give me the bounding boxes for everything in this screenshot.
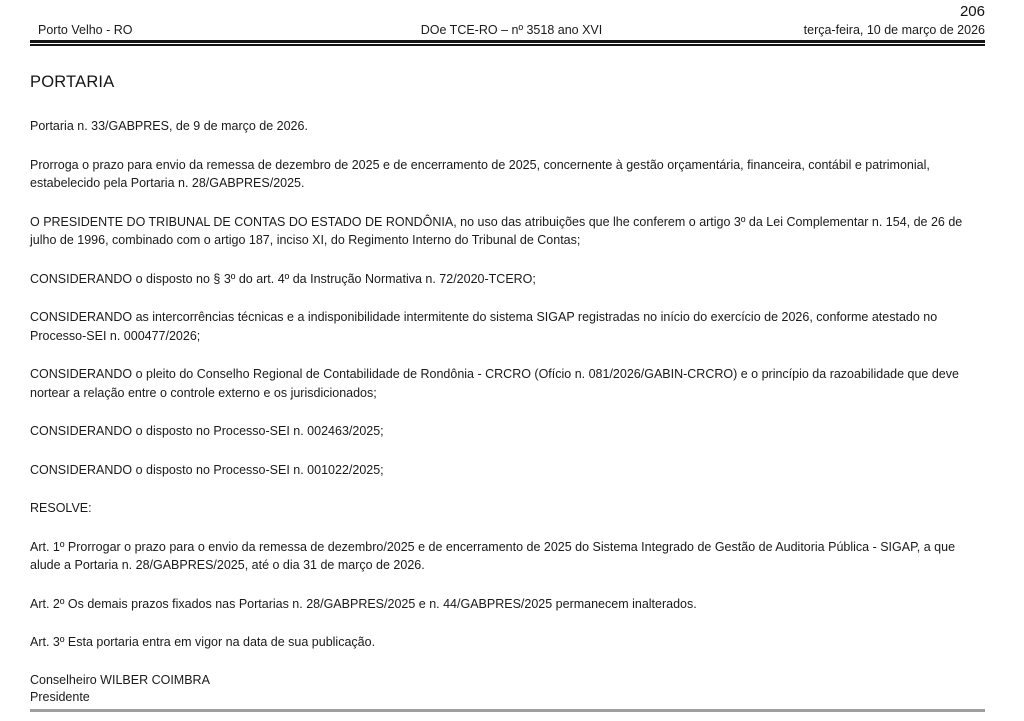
paragraph: CONSIDERANDO as intercorrências técnicas e a indisponibilidade intermitente do sistema SIGAP registradas no início do exercício de 2026, conforme atestado no Processo-SEI n. 000477/2026; (30, 310, 938, 343)
header-divider (30, 40, 985, 46)
header-date: terça-feira, 10 de março de 2026 (803, 23, 985, 37)
section-title: PORTARIA (30, 73, 115, 91)
paragraph: CONSIDERANDO o disposto no Processo-SEI n. 001022/2025; (30, 462, 384, 477)
paragraph: CONSIDERANDO o pleito do Conselho Regional de Contabilidade de Rondônia - CRCRO (Ofício n. 081/2026/GABIN-CRCRO) e o princípio da razoabilidade que deve nortear a relação entre o controle externo e os jurisdicionados; (30, 367, 959, 400)
paragraph: Art. 3º Esta portaria entra em vigor na data de sua publicação. (30, 635, 376, 649)
footer-divider (30, 709, 985, 712)
paragraph: CONSIDERANDO o disposto no § 3º do art. 4º da Instrução Normativa n. 72/2020-TCERO; (30, 271, 536, 286)
paragraph: Prorroga o prazo para envio da remessa de dezembro de 2025 e de encerramento de 2025, concernente à gestão orçamentária, financeira, contábil e patrimonial, estabelecido pela Portaria n. 28/GABPRES/2025. (30, 157, 930, 190)
page-number: 206 (959, 3, 985, 20)
signature-role: Presidente (30, 689, 90, 704)
paragraph: Portaria n. 33/GABPRES, de 9 de março de 2026. (30, 119, 308, 133)
signature-block (30, 672, 985, 706)
signature-name: Conselheiro WILBER COIMBRA (30, 672, 210, 687)
paragraph: CONSIDERANDO o disposto no Processo-SEI n. 002463/2025; (30, 424, 384, 438)
paragraph: RESOLVE: (30, 501, 92, 515)
document-body (30, 117, 985, 652)
paragraph: Art. 1º Prorrogar o prazo para o envio da remessa de dezembro/2025 e de encerramento de 2025 do Sistema Integrado de Gestão de Auditoria Pública - SIGAP, a que alude a Portaria n. 28/GABPRES/2025, até o dia 31 de março de 2026. (30, 539, 956, 572)
gazette-header (30, 23, 985, 38)
paragraph: Art. 2º Os demais prazos fixados nas Portarias n. 28/GABPRES/2025 e n. 44/GABPRES/2025 permanecem inalterados. (30, 596, 697, 611)
paragraph: O PRESIDENTE DO TRIBUNAL DE CONTAS DO ESTADO DE RONDÔNIA, no uso das atribuições que lhe conferem o artigo 3º da Lei Complementar n. 154, de 26 de julho de 1996, combinado com o artigo 187, inciso XI, do Regimento Interno do Tribunal de Contas; (30, 214, 963, 247)
header-edition: DOe TCE-RO – nº 3518 ano XVI (420, 23, 603, 37)
header-city: Porto Velho - RO (38, 23, 133, 37)
